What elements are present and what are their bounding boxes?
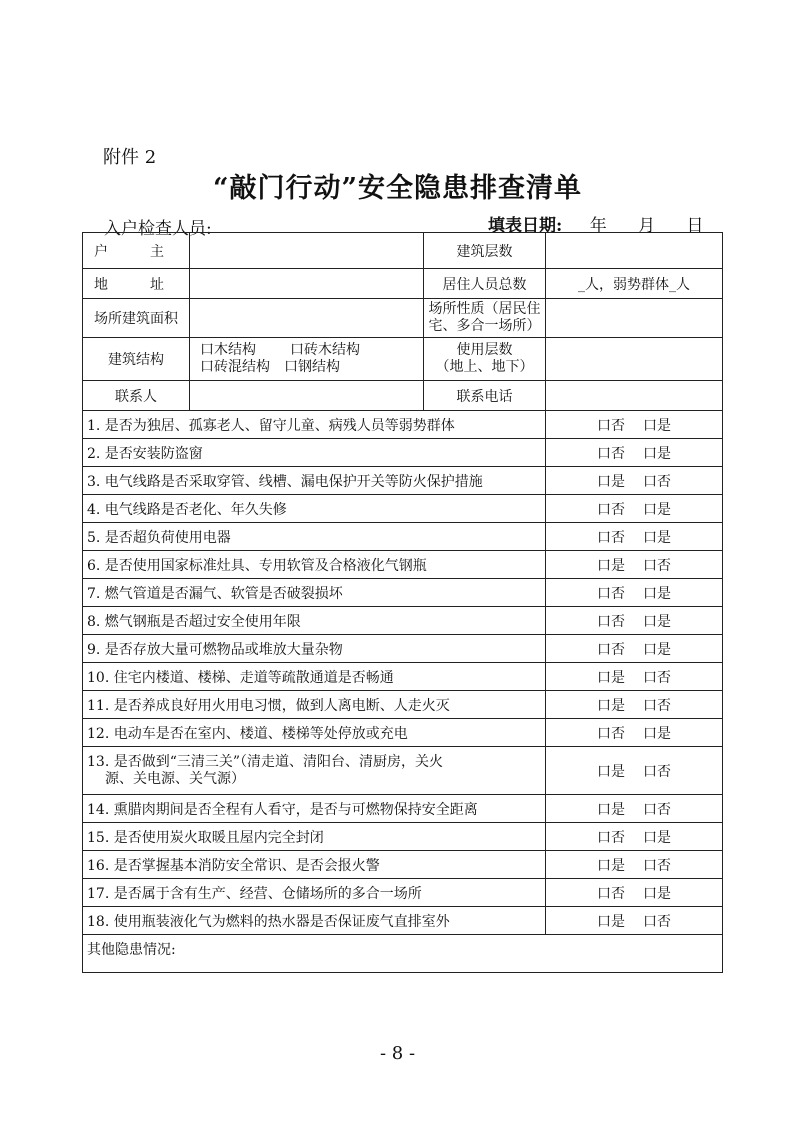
- phone-field[interactable]: [546, 381, 723, 411]
- option-checkbox[interactable]: 口否: [597, 885, 625, 902]
- page-title: “敲门行动”安全隐患排查清单: [212, 173, 583, 204]
- floors-field[interactable]: [546, 233, 723, 269]
- check-item-text: 17. 是否属于含有生产、经营、仓储场所的多合一场所: [83, 879, 546, 907]
- option-checkbox[interactable]: 口否: [643, 913, 671, 930]
- check-item-options: [546, 691, 723, 719]
- option-checkbox[interactable]: 口否: [643, 473, 671, 490]
- check-item-options: [546, 467, 723, 495]
- check-row: [83, 823, 723, 851]
- option-checkbox[interactable]: 口是: [643, 529, 671, 546]
- check-item-options: [546, 411, 723, 439]
- option-checkbox[interactable]: 口否: [597, 641, 625, 658]
- area-field[interactable]: [190, 299, 424, 338]
- option-checkbox[interactable]: 口是: [643, 885, 671, 902]
- check-item-options: [546, 523, 723, 551]
- owner-label: 户 主: [83, 233, 190, 269]
- check-row: [83, 719, 723, 747]
- row-owner: [83, 233, 723, 269]
- structure-brick-wood[interactable]: 口砖木结构: [290, 342, 360, 358]
- check-item-options: [546, 635, 723, 663]
- check-item-text: 13. 是否做到“三清三关”（清走道、清阳台、清厨房，关火 源、关电源、关气源）: [83, 747, 546, 795]
- row-address: [83, 269, 723, 299]
- check-row: [83, 523, 723, 551]
- check-row: [83, 551, 723, 579]
- row-other-hazards: [83, 935, 723, 973]
- use-floors-field[interactable]: [546, 338, 723, 381]
- option-checkbox[interactable]: 口是: [597, 913, 625, 930]
- area-label: 场所建筑面积: [83, 299, 190, 338]
- structure-options: [190, 338, 424, 381]
- option-checkbox[interactable]: 口否: [597, 585, 625, 602]
- option-checkbox[interactable]: 口是: [643, 445, 671, 462]
- phone-label: 联系电话: [424, 381, 546, 411]
- check-item-options: [546, 795, 723, 823]
- option-checkbox[interactable]: 口否: [597, 613, 625, 630]
- row-area: [83, 299, 723, 338]
- option-checkbox[interactable]: 口否: [643, 697, 671, 714]
- check-item-text: 4. 电气线路是否老化、年久失修: [83, 495, 546, 523]
- check-item-text: 11. 是否养成良好用火用电习惯，做到人离电断、人走火灭: [83, 691, 546, 719]
- page-number: - 8 -: [379, 1043, 416, 1064]
- check-item-text: 2. 是否安装防盗窗: [83, 439, 546, 467]
- check-item-text: 12. 电动车是否在室内、楼道、楼梯等处停放或充电: [83, 719, 546, 747]
- check-item-text: 18. 使用瓶装液化气为燃料的热水器是否保证废气直排室外: [83, 907, 546, 935]
- check-row: [83, 579, 723, 607]
- option-checkbox[interactable]: 口是: [643, 725, 671, 742]
- check-item-options: [546, 879, 723, 907]
- check-row: [83, 607, 723, 635]
- check-row: [83, 747, 723, 795]
- address-label: 地 址: [83, 269, 190, 299]
- date-day: 日: [686, 216, 704, 236]
- check-item-text: 7. 燃气管道是否漏气、软管是否破裂损坏: [83, 579, 546, 607]
- row-structure: [83, 338, 723, 381]
- option-checkbox[interactable]: 口是: [597, 801, 625, 818]
- check-item-options: [546, 663, 723, 691]
- check-row: [83, 907, 723, 935]
- check-item-options: [546, 551, 723, 579]
- check-row: [83, 691, 723, 719]
- inspector-label: 入户检查人员:: [104, 219, 212, 239]
- check-row: [83, 663, 723, 691]
- check-item-options: [546, 823, 723, 851]
- option-checkbox[interactable]: 口否: [597, 501, 625, 518]
- option-checkbox[interactable]: 口否: [643, 857, 671, 874]
- check-item-options: [546, 607, 723, 635]
- option-checkbox[interactable]: 口是: [597, 473, 625, 490]
- check-row: [83, 439, 723, 467]
- check-item-text: 8. 燃气钢瓶是否超过安全使用年限: [83, 607, 546, 635]
- check-row: [83, 795, 723, 823]
- floors-label: 建筑层数: [424, 233, 546, 269]
- use-floors-label: 使用层数 （地上、地下）: [424, 338, 546, 381]
- date-label: 填表日期:: [488, 216, 563, 236]
- option-checkbox[interactable]: 口是: [643, 417, 671, 434]
- address-field[interactable]: [190, 269, 424, 299]
- option-checkbox[interactable]: 口否: [597, 417, 625, 434]
- structure-brick-concrete[interactable]: 口砖混结构: [200, 359, 270, 375]
- check-item-text: 5. 是否超负荷使用电器: [83, 523, 546, 551]
- option-checkbox[interactable]: 口是: [643, 501, 671, 518]
- structure-label: 建筑结构: [83, 338, 190, 381]
- date-year: 年: [589, 216, 607, 236]
- check-item-text: 16. 是否掌握基本消防安全常识、是否会报火警: [83, 851, 546, 879]
- date-month: 月: [638, 216, 656, 236]
- check-item-options: [546, 747, 723, 795]
- check-item-options: [546, 495, 723, 523]
- option-checkbox[interactable]: 口否: [597, 529, 625, 546]
- check-item-options: [546, 719, 723, 747]
- option-checkbox[interactable]: 口否: [643, 801, 671, 818]
- option-checkbox[interactable]: 口否: [643, 557, 671, 574]
- option-checkbox[interactable]: 口否: [643, 763, 671, 780]
- option-checkbox[interactable]: 口否: [597, 829, 625, 846]
- check-item-options: [546, 907, 723, 935]
- nature-field[interactable]: [546, 299, 723, 338]
- check-row: [83, 879, 723, 907]
- check-row: [83, 411, 723, 439]
- check-item-options: [546, 851, 723, 879]
- option-checkbox[interactable]: 口是: [597, 669, 625, 686]
- check-item-text: 14. 熏腊肉期间是否全程有人看守，是否与可燃物保持安全距离: [83, 795, 546, 823]
- nature-label: 场所性质（居民住 宅、多合一场所）: [424, 299, 546, 338]
- option-checkbox[interactable]: 口是: [643, 585, 671, 602]
- option-checkbox[interactable]: 口是: [597, 763, 625, 780]
- check-row: [83, 467, 723, 495]
- option-checkbox[interactable]: 口是: [643, 613, 671, 630]
- owner-field[interactable]: [190, 233, 424, 269]
- check-item-text: 3. 电气线路是否采取穿管、线槽、漏电保护开关等防火保护措施: [83, 467, 546, 495]
- check-row: [83, 851, 723, 879]
- contact-label: 联系人: [83, 381, 190, 411]
- check-item-text: 1. 是否为独居、孤寡老人、留守儿童、病残人员等弱势群体: [83, 411, 546, 439]
- attachment-label: 附件 2: [103, 147, 157, 168]
- structure-wood[interactable]: 口木结构: [200, 342, 256, 358]
- option-checkbox[interactable]: 口是: [643, 829, 671, 846]
- residents-label: 居住人员总数: [424, 269, 546, 299]
- check-item-options: [546, 579, 723, 607]
- option-checkbox[interactable]: 口否: [597, 725, 625, 742]
- check-row: [83, 635, 723, 663]
- contact-field[interactable]: [190, 381, 424, 411]
- check-item-text: 10. 住宅内楼道、楼梯、走道等疏散通道是否畅通: [83, 663, 546, 691]
- other-hazards-label: 其他隐患情况:: [87, 942, 176, 958]
- option-checkbox[interactable]: 口是: [597, 697, 625, 714]
- row-contact: [83, 381, 723, 411]
- check-row: [83, 495, 723, 523]
- option-checkbox[interactable]: 口是: [597, 557, 625, 574]
- option-checkbox[interactable]: 口是: [643, 641, 671, 658]
- other-hazards-field[interactable]: [83, 935, 723, 973]
- option-checkbox[interactable]: 口是: [597, 857, 625, 874]
- check-item-text: 15. 是否使用炭火取暖且屋内完全封闭: [83, 823, 546, 851]
- check-item-text: 9. 是否存放大量可燃物品或堆放大量杂物: [83, 635, 546, 663]
- residents-field[interactable]: _人，弱势群体_人: [546, 269, 723, 299]
- check-item-text: 6. 是否使用国家标准灶具、专用软管及合格液化气钢瓶: [83, 551, 546, 579]
- check-item-options: [546, 439, 723, 467]
- option-checkbox[interactable]: 口否: [643, 669, 671, 686]
- structure-steel[interactable]: 口钢结构: [284, 359, 340, 375]
- inspection-form: [82, 232, 723, 973]
- option-checkbox[interactable]: 口否: [597, 445, 625, 462]
